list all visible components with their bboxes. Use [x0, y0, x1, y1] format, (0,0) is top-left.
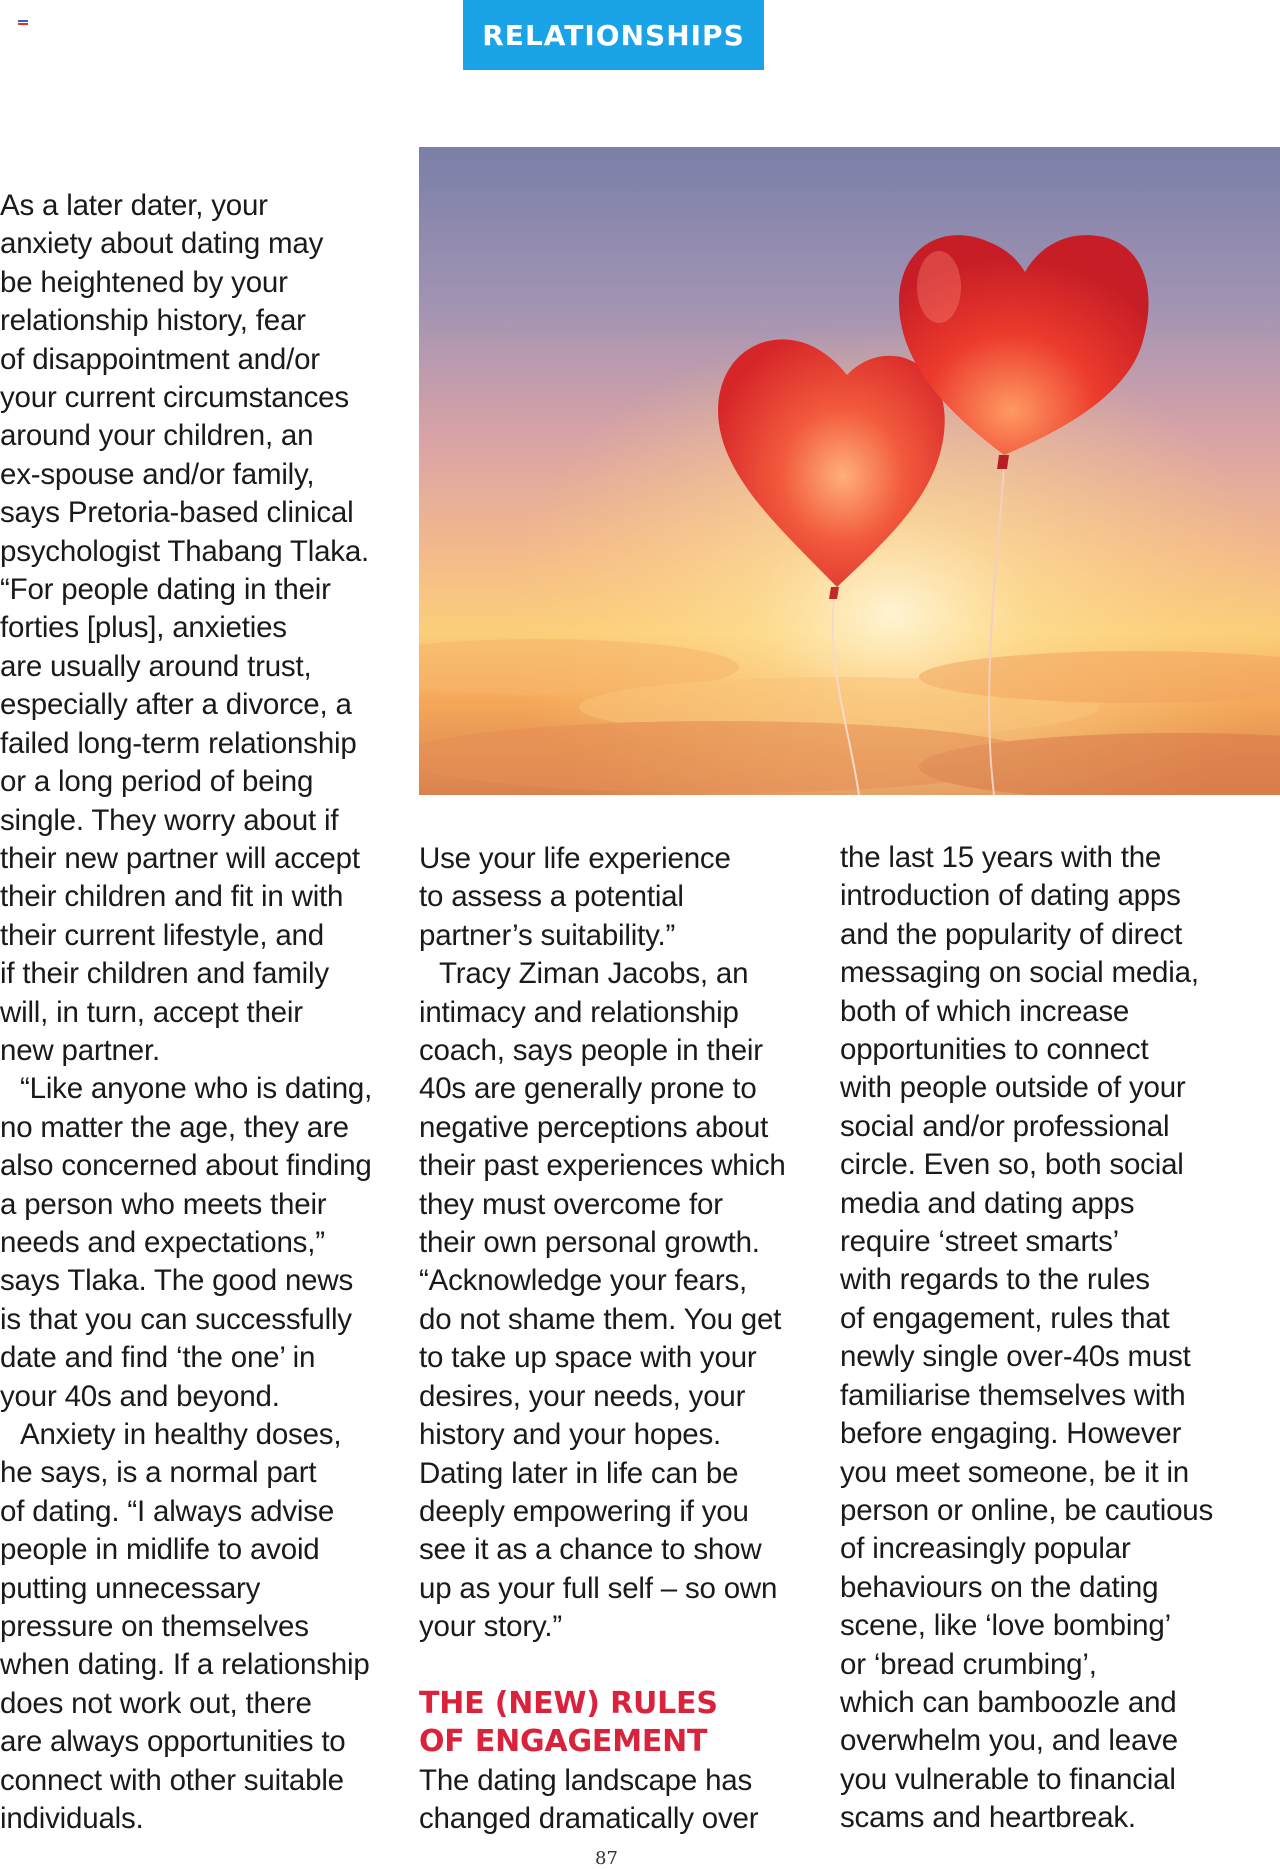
text-line: coach, says people in their	[419, 1034, 763, 1068]
text-line: single. They worry about if	[0, 803, 339, 837]
text-line: if their children and family	[0, 957, 329, 991]
text-line: their children and fit in with	[0, 880, 344, 914]
subheading: OF ENGAGEMENT	[419, 1724, 708, 1760]
text-line: introduction of dating apps	[840, 879, 1181, 913]
text-line: or a long period of being	[0, 765, 314, 799]
section-tab	[463, 0, 764, 70]
text-line: “For people dating in their	[0, 573, 331, 607]
text-line: circle. Even so, both social	[840, 1148, 1184, 1182]
text-line: pressure on themselves	[0, 1610, 309, 1644]
text-line: “Acknowledge your fears,	[419, 1264, 748, 1298]
subheading: THE (NEW) RULES	[419, 1685, 718, 1721]
text-line: a person who meets their	[0, 1187, 327, 1221]
text-line: with people outside of your	[840, 1071, 1186, 1105]
text-line: scams and heartbreak.	[840, 1801, 1136, 1835]
section-label: RELATIONSHIPS	[482, 18, 745, 52]
article-column-3	[840, 839, 1280, 1838]
text-line: their current lifestyle, and	[0, 918, 324, 952]
text-line: will, in turn, accept their	[0, 995, 303, 1029]
text-line: “Like anyone who is dating,	[20, 1072, 373, 1106]
text-line: they must overcome for	[419, 1187, 723, 1221]
text-line: The dating landscape has	[419, 1763, 753, 1797]
text-line: do not shame them. You get	[419, 1302, 782, 1336]
text-line: newly single over-40s must	[840, 1340, 1191, 1374]
text-line: their new partner will accept	[0, 841, 360, 875]
text-line: are always opportunities to	[0, 1725, 346, 1759]
text-line: does not work out, there	[0, 1686, 312, 1720]
text-line: you vulnerable to financial	[840, 1762, 1176, 1796]
text-line: are usually around trust,	[0, 649, 312, 683]
text-line: of engagement, rules that	[840, 1301, 1170, 1335]
text-line: person or online, be cautious	[840, 1493, 1214, 1527]
text-line: deeply empowering if you	[419, 1494, 749, 1528]
text-line: up as your full self – so own	[419, 1571, 778, 1605]
text-line: your 40s and beyond.	[0, 1379, 280, 1413]
text-line: of dating. “I always advise	[0, 1494, 335, 1528]
text-line: psychologist Thabang Tlaka.	[0, 534, 370, 568]
text-line: Use your life experience	[419, 842, 731, 875]
text-line: Tracy Ziman Jacobs, an	[439, 957, 749, 991]
text-line: date and find ‘the one’ in	[0, 1341, 316, 1375]
text-line: connect with other suitable	[0, 1763, 344, 1797]
text-line: ex-spouse and/or family,	[0, 457, 315, 491]
text-line: before engaging. However	[840, 1417, 1182, 1451]
text-line: negative perceptions about	[419, 1110, 769, 1144]
text-line: especially after a divorce, a	[0, 688, 352, 722]
text-line: to assess a potential	[419, 880, 684, 914]
text-line: require ‘street smarts’	[840, 1225, 1120, 1259]
text-line: also concerned about finding	[0, 1149, 372, 1183]
text-line: is that you can successfully	[0, 1302, 352, 1336]
text-line: both of which increase	[840, 994, 1130, 1028]
text-line: new partner.	[0, 1033, 160, 1067]
text-line: no matter the age, they are	[0, 1110, 349, 1144]
text-line: social and/or professional	[840, 1109, 1170, 1143]
text-line: Dating later in life can be	[419, 1456, 739, 1490]
text-line: see it as a chance to show	[419, 1533, 762, 1567]
text-line: their past experiences which	[419, 1149, 786, 1183]
text-line: your current circumstances	[0, 381, 349, 415]
text-line: relationship history, fear	[0, 304, 306, 338]
text-line: overwhelm you, and leave	[840, 1724, 1178, 1758]
text-line: which can bamboozle and	[840, 1685, 1177, 1719]
text-line: of disappointment and/or	[0, 342, 320, 376]
text-line: As a later dater, your	[0, 189, 268, 222]
text-line: scene, like ‘love bombing’	[840, 1609, 1171, 1643]
text-line: changed dramatically over	[419, 1802, 759, 1836]
text-line: behaviours on the dating	[840, 1570, 1159, 1604]
text-line: of increasingly popular	[840, 1532, 1131, 1566]
text-line: history and your hopes.	[419, 1418, 722, 1452]
article-column-2	[419, 840, 819, 1839]
text-line: your story.”	[419, 1610, 562, 1644]
text-line: 40s are generally prone to	[419, 1072, 757, 1106]
text-line: intimacy and relationship	[419, 995, 739, 1029]
text-line: with regards to the rules	[840, 1263, 1150, 1297]
text-line: he says, is a normal part	[0, 1456, 317, 1490]
text-line: and the popularity of direct	[840, 917, 1183, 951]
corner-mark-icon	[18, 20, 28, 26]
text-line: when dating. If a relationship	[0, 1648, 370, 1682]
text-line: or ‘bread crumbing’,	[840, 1647, 1097, 1681]
page-number: 87	[595, 1848, 618, 1869]
text-line: says Pretoria-based clinical	[0, 496, 354, 530]
text-line: around your children, an	[0, 419, 314, 453]
text-line: needs and expectations,”	[0, 1225, 325, 1259]
text-line: individuals.	[0, 1802, 144, 1836]
text-line: the last 15 years with the	[840, 841, 1162, 874]
text-line: says Tlaka. The good news	[0, 1264, 354, 1298]
heart-balloons-image	[419, 147, 1280, 795]
text-line: partner’s suitability.”	[419, 918, 676, 952]
article-column-1	[0, 187, 400, 1838]
hero-image	[419, 147, 1280, 795]
text-line: anxiety about dating may	[0, 227, 324, 261]
text-line: their own personal growth.	[419, 1226, 760, 1260]
text-line: failed long-term relationship	[0, 726, 357, 760]
text-line: be heightened by your	[0, 265, 288, 299]
text-line: media and dating apps	[840, 1186, 1135, 1220]
text-line: forties [plus], anxieties	[0, 611, 287, 645]
text-line: opportunities to connect	[840, 1033, 1149, 1067]
text-line: Anxiety in healthy doses,	[20, 1418, 342, 1451]
text-line: putting unnecessary	[0, 1571, 261, 1605]
text-line: you meet someone, be it in	[840, 1455, 1190, 1489]
text-line: messaging on social media,	[840, 956, 1199, 990]
text-line: people in midlife to avoid	[0, 1533, 320, 1567]
spacer	[419, 1647, 819, 1685]
text-line: familiarise themselves with	[840, 1378, 1186, 1412]
text-line: to take up space with your	[419, 1341, 757, 1375]
text-line: desires, your needs, your	[419, 1379, 746, 1413]
